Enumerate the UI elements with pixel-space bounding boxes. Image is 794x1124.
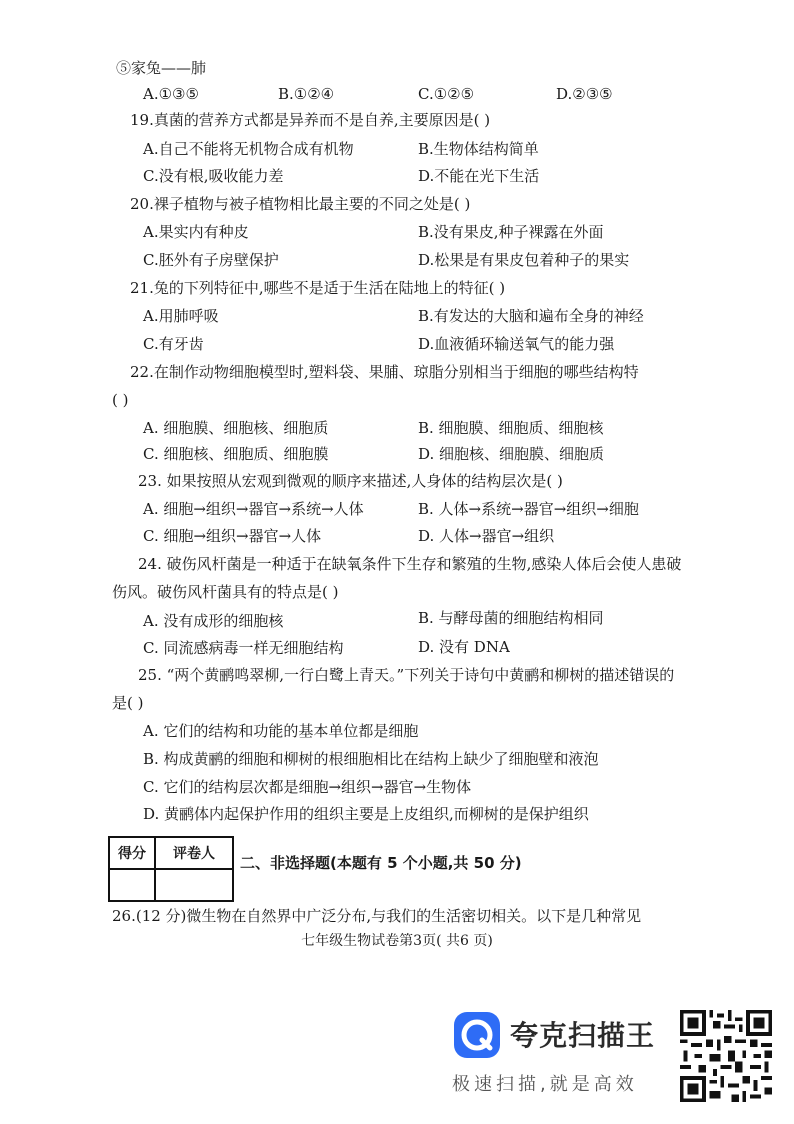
q20-option-b: B.没有果皮,种子裸露在外面 bbox=[418, 223, 604, 241]
q22-option-b: B. 细胞膜、细胞质、细胞核 bbox=[418, 419, 604, 437]
q25-stem-line2: 是( ) bbox=[112, 694, 144, 712]
q26-stem: 26.(12 分)微生物在自然界中广泛分布,与我们的生活密切相关。以下是几种常见 bbox=[112, 907, 642, 925]
q19-option-d: D.不能在光下生活 bbox=[418, 167, 540, 185]
q24-option-b: B. 与酵母菌的细胞结构相同 bbox=[418, 609, 604, 627]
q20-option-d: D.松果是有果皮包着种子的果实 bbox=[418, 251, 630, 269]
q18-option-a: A.①③⑤ bbox=[143, 85, 199, 103]
q21-option-c: C.有牙齿 bbox=[143, 335, 204, 353]
grader-label: 评卷人 bbox=[155, 837, 233, 869]
q24-stem-line1: 24. 破伤风杆菌是一种适于在缺氧条件下生存和繁殖的生物,感染人体后会使人患破 bbox=[138, 555, 682, 573]
q25-option-c: C. 它们的结构层次都是细胞→组织→器官→生物体 bbox=[143, 778, 472, 796]
page-footer: 七年级生物试卷第3页( 共6 页) bbox=[301, 933, 493, 949]
scanner-logo-icon bbox=[452, 1010, 502, 1060]
q25-option-d: D. 黄鹂体内起保护作用的组织主要是上皮组织,而柳树的是保护组织 bbox=[143, 805, 589, 823]
q24-option-a: A. 没有成形的细胞核 bbox=[143, 612, 284, 630]
q18-option-b: B.①②④ bbox=[278, 85, 335, 103]
q21-option-d: D.血液循环输送氧气的能力强 bbox=[418, 335, 615, 353]
score-cell bbox=[109, 869, 155, 901]
q19-option-c: C.没有根,吸收能力差 bbox=[143, 167, 284, 185]
q25-stem-line1: 25. “两个黄鹂鸣翠柳,一行白鹭上青天。”下列关于诗句中黄鹂和柳树的描述错误的 bbox=[138, 666, 675, 684]
scanner-brand-name: 夸克扫描王 bbox=[510, 1019, 656, 1052]
q19-stem: 19.真菌的营养方式都是异养而不是自养,主要原因是( ) bbox=[130, 111, 491, 129]
q24-option-c: C. 同流感病毒一样无细胞结构 bbox=[143, 639, 344, 657]
q23-option-c: C. 细胞→组织→器官→人体 bbox=[143, 527, 322, 545]
score-table bbox=[108, 836, 234, 902]
score-label: 得分 bbox=[109, 837, 155, 869]
q25-option-a: A. 它们的结构和功能的基本单位都是细胞 bbox=[143, 722, 419, 740]
q21-stem: 21.兔的下列特征中,哪些不是适于生活在陆地上的特征( ) bbox=[130, 279, 506, 297]
q25-option-b: B. 构成黄鹂的细胞和柳树的根细胞相比在结构上缺少了细胞壁和液泡 bbox=[143, 750, 599, 768]
scanner-slogan: 极速扫描,就是高效 bbox=[452, 1074, 638, 1095]
q22-option-d: D. 细胞核、细胞膜、细胞质 bbox=[418, 445, 605, 463]
q23-option-d: D. 人体→器官→组织 bbox=[418, 527, 555, 545]
q19-option-b: B.生物体结构简单 bbox=[418, 140, 539, 158]
q18-option-c: C.①②⑤ bbox=[418, 85, 475, 103]
q20-stem: 20.裸子植物与被子植物相比最主要的不同之处是( ) bbox=[130, 195, 471, 213]
q18-item-5: ⑤家兔——肺 bbox=[116, 59, 207, 77]
q24-stem-line2: 伤风。破伤风杆菌具有的特点是( ) bbox=[112, 583, 339, 601]
qr-code-icon bbox=[680, 1010, 772, 1102]
section-2-title: 二、非选择题(本题有 5 个小题,共 50 分) bbox=[240, 854, 522, 872]
q23-option-b: B. 人体→系统→器官→组织→细胞 bbox=[418, 500, 639, 518]
q21-option-b: B.有发达的大脑和遍布全身的神经 bbox=[418, 307, 644, 325]
q21-option-a: A.用肺呼吸 bbox=[143, 307, 219, 325]
q20-option-a: A.果实内有种皮 bbox=[143, 223, 249, 241]
q20-option-c: C.胚外有子房壁保护 bbox=[143, 251, 279, 269]
q19-option-a: A.自己不能将无机物合成有机物 bbox=[143, 140, 354, 158]
q22-stem-line1: 22.在制作动物细胞模型时,塑料袋、果脯、琼脂分别相当于细胞的哪些结构特 bbox=[130, 363, 639, 381]
q18-option-d: D.②③⑤ bbox=[556, 85, 613, 103]
q24-option-d: D. 没有 DNA bbox=[418, 638, 510, 656]
q22-option-c: C. 细胞核、细胞质、细胞膜 bbox=[143, 445, 329, 463]
q23-option-a: A. 细胞→组织→器官→系统→人体 bbox=[143, 500, 364, 518]
q23-stem: 23. 如果按照从宏观到微观的顺序来描述,人身体的结构层次是( ) bbox=[138, 472, 563, 490]
q22-option-a: A. 细胞膜、细胞核、细胞质 bbox=[143, 419, 329, 437]
q22-stem-line2: ( ) bbox=[112, 391, 129, 409]
grader-cell bbox=[155, 869, 233, 901]
